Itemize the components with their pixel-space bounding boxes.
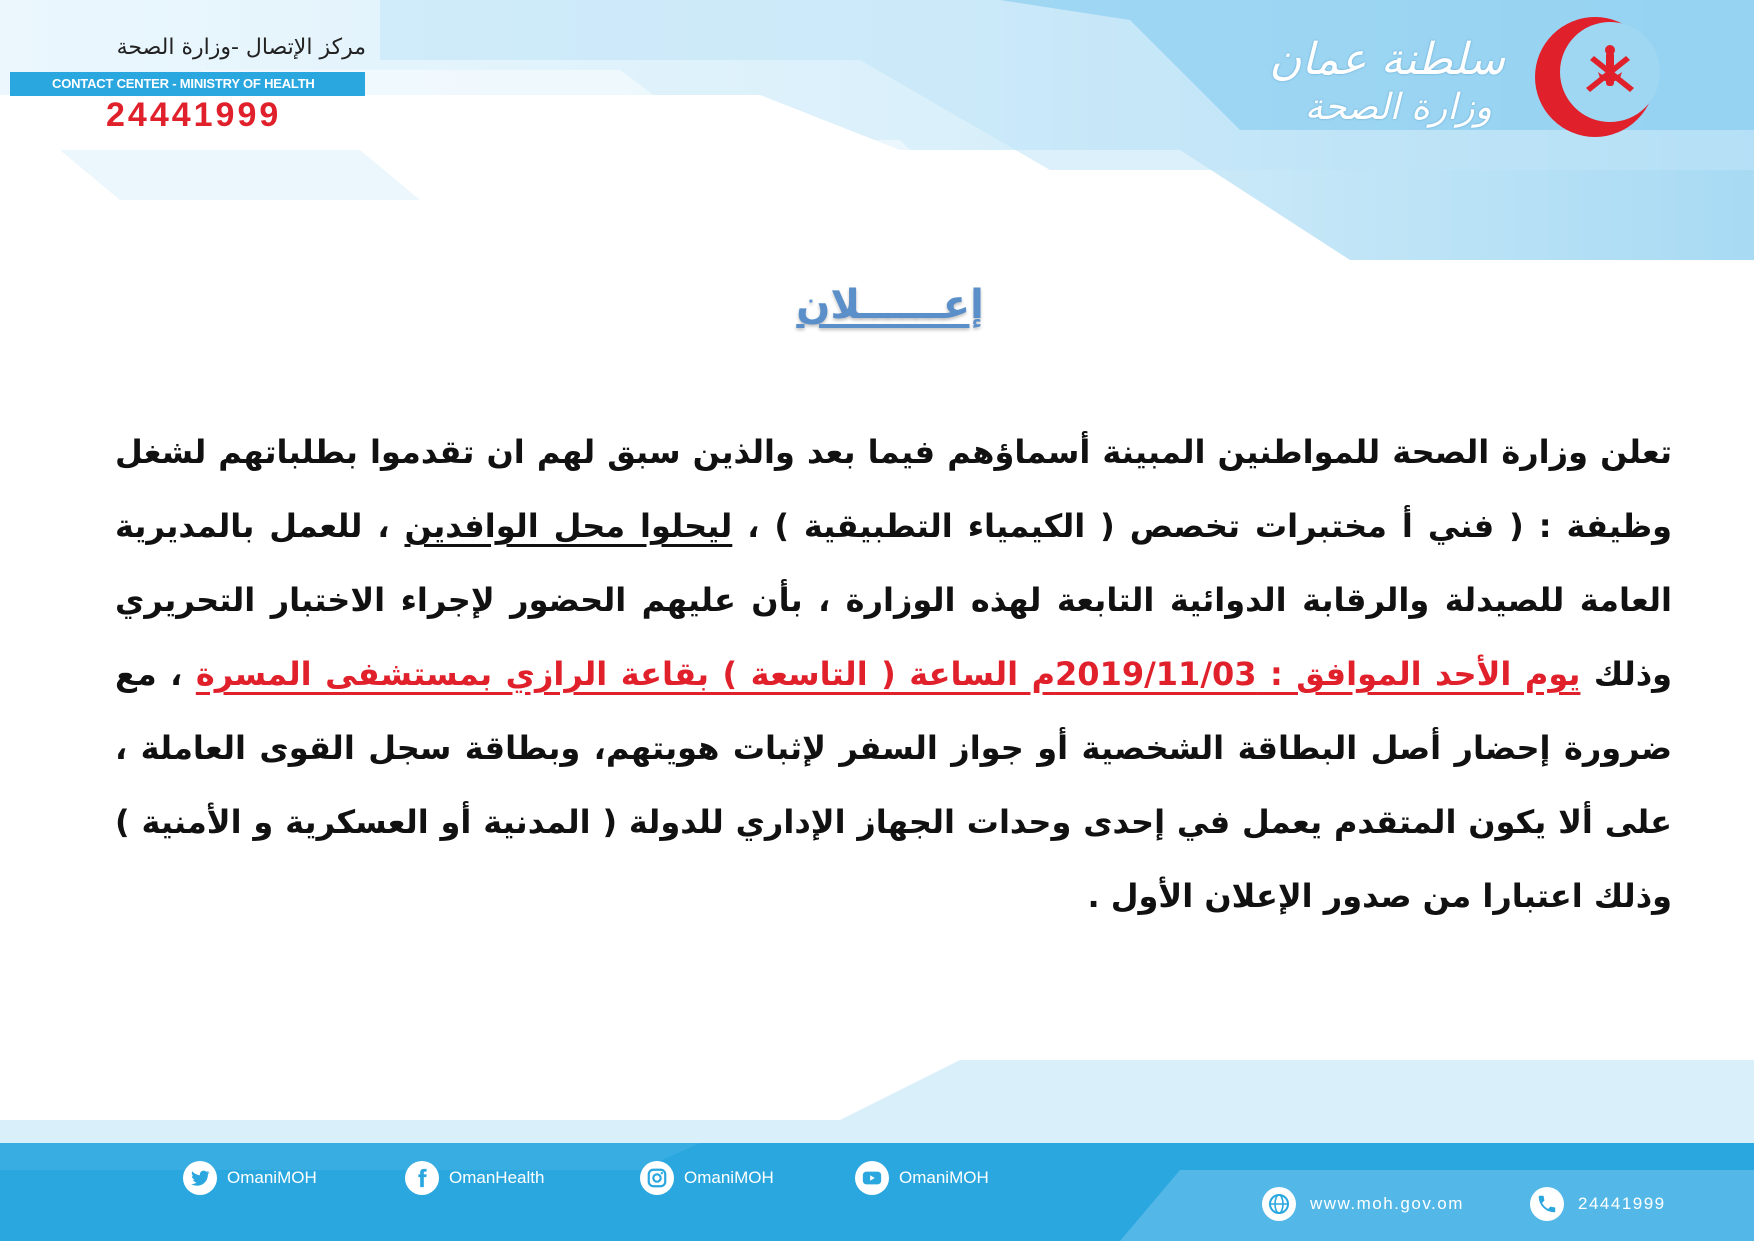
contact-center-arabic: مركز الإتصال -وزارة الصحة bbox=[116, 35, 366, 60]
youtube-handle: OmaniMOH bbox=[899, 1168, 989, 1187]
footer-phone-number: 24441999 bbox=[1578, 1194, 1666, 1213]
body-underlined-phrase: ليحلوا محل الوافدين bbox=[404, 507, 733, 545]
facebook-icon bbox=[405, 1161, 439, 1195]
footer-background bbox=[0, 1060, 1754, 1241]
social-twitter[interactable] bbox=[183, 1161, 317, 1195]
facebook-handle: OmanHealth bbox=[449, 1168, 545, 1187]
announcement-title: إعــــــلان bbox=[796, 282, 984, 328]
footer-website[interactable] bbox=[1262, 1187, 1464, 1221]
phone-icon bbox=[1530, 1187, 1564, 1221]
website-url: www.moh.gov.om bbox=[1310, 1194, 1464, 1213]
footer-phone[interactable] bbox=[1530, 1187, 1666, 1221]
logo-sultanate-text: سلطنة عمان bbox=[1269, 34, 1505, 85]
logo-ministry-text: وزارة الصحة bbox=[1304, 87, 1492, 128]
exam-date-time-location: يوم الأحد الموافق : 2019/11/03م الساعة ( التاسعة ) بقاعة الرازي بمستشفى المسرة bbox=[195, 655, 1581, 693]
social-instagram[interactable] bbox=[640, 1161, 774, 1195]
contact-center-phone: 24441999 bbox=[106, 96, 282, 134]
instagram-handle: OmaniMOH bbox=[684, 1168, 774, 1187]
youtube-icon bbox=[855, 1161, 889, 1195]
body-text-part-2: ، للعمل بالمديرية العامة للصيدلة والرقابة الدوائية التابعة لهذه الوزارة ، بأن عليهم الحضور لإجراء الاختبار التحريري وذلك bbox=[115, 507, 1673, 693]
ministry-logo bbox=[1265, 12, 1660, 142]
crescent-emblem-icon bbox=[1530, 12, 1660, 142]
body-text-part-3: ، مع ضرورة إحضار أصل البطاقة الشخصية أو جواز السفر لإثبات هويتهم، وبطاقة سجل القوى العاملة ، على ألا يكون المتقدم يعمل في إحدى وحدات الجهاز الإداري للدولة ( المدنية أو العسكرية و الأمنية ) وذلك اعتبارا من صدور الإعلان الأول . bbox=[115, 655, 1672, 915]
social-youtube[interactable] bbox=[855, 1161, 989, 1195]
twitter-icon bbox=[183, 1161, 217, 1195]
social-facebook[interactable] bbox=[405, 1161, 544, 1195]
contact-center-english: CONTACT CENTER - MINISTRY OF HEALTH bbox=[10, 72, 365, 96]
announcement-body bbox=[115, 415, 1672, 933]
body-text-part-1: تعلن وزارة الصحة للمواطنين المبينة أسماؤهم فيما بعد والذين سبق لهم ان تقدموا بطلباتهم لشغل وظيفة : ( فني أ مختبرات تخصص ( الكيمياء التطبيقية ) ، bbox=[115, 433, 1673, 545]
twitter-handle: OmaniMOH bbox=[227, 1168, 317, 1187]
instagram-icon bbox=[640, 1161, 674, 1195]
globe-icon bbox=[1262, 1187, 1296, 1221]
